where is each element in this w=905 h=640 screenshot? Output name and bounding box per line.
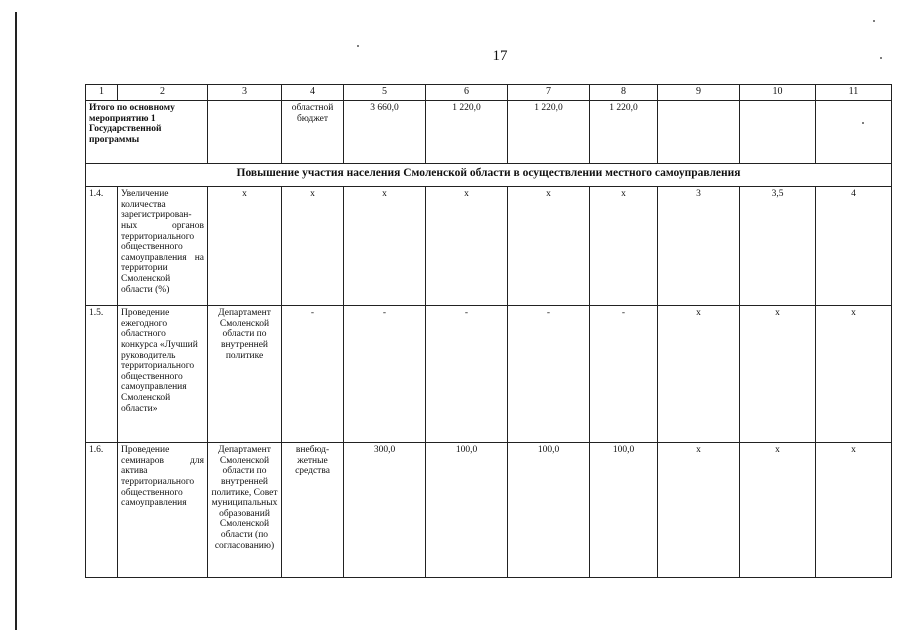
total-row	[86, 101, 892, 164]
row-name: Увеличение количества зарегистрирован-ных органов территориального общественного самоуправления на территории Смоленской области (%)	[118, 187, 208, 306]
total-executor-cell	[208, 101, 282, 164]
row-cell: х	[658, 443, 740, 578]
row-cell: х	[508, 187, 590, 306]
row-cell: 100,0	[426, 443, 508, 578]
row-name: Проведение ежегодного областного конкурса «Лучший руководитель территориального общественного самоуправления Смоленской области»	[118, 306, 208, 443]
row-number: 1.4.	[86, 187, 118, 306]
table-row	[86, 187, 892, 306]
row-name: Проведение семинаров для актива территориального общественного самоуправления	[118, 443, 208, 578]
row-cell: х	[740, 443, 816, 578]
header-cell: 6	[426, 85, 508, 101]
row-cell: х	[816, 306, 892, 443]
header-cell: 3	[208, 85, 282, 101]
page-number: 17	[492, 48, 508, 64]
row-cell: -	[426, 306, 508, 443]
header-cell: 4	[282, 85, 344, 101]
row-cell: х	[590, 187, 658, 306]
scan-speck	[357, 45, 359, 47]
section-title: Повышение участия населения Смоленской области в осуществлении местного самоуправления	[86, 164, 892, 187]
scan-speck	[880, 57, 882, 59]
row-cell: 100,0	[590, 443, 658, 578]
table-row	[86, 306, 892, 443]
header-cell: 9	[658, 85, 740, 101]
header-cell: 5	[344, 85, 426, 101]
total-col8: 1 220,0	[590, 101, 658, 164]
header-cell: 10	[740, 85, 816, 101]
program-table	[85, 84, 892, 578]
row-cell: х	[658, 306, 740, 443]
total-col6: 1 220,0	[426, 101, 508, 164]
row-cell: х	[426, 187, 508, 306]
row-cell: х	[282, 187, 344, 306]
row-executor: Департамент Смоленской области по внутренней политике	[208, 306, 282, 443]
row-cell: 3,5	[740, 187, 816, 306]
total-col11	[816, 101, 892, 164]
total-col10	[740, 101, 816, 164]
section-row	[86, 164, 892, 187]
row-cell: -	[590, 306, 658, 443]
row-cell: х	[816, 443, 892, 578]
total-col5: 3 660,0	[344, 101, 426, 164]
header-cell: 1	[86, 85, 118, 101]
table-row	[86, 443, 892, 578]
row-cell: х	[208, 187, 282, 306]
row-cell: -	[282, 306, 344, 443]
total-col9	[658, 101, 740, 164]
header-cell: 11	[816, 85, 892, 101]
total-funding-source: областной бюджет	[282, 101, 344, 164]
scan-speck	[873, 20, 875, 22]
row-cell: -	[508, 306, 590, 443]
row-cell: 300,0	[344, 443, 426, 578]
left-margin-rule	[15, 12, 17, 630]
total-col7: 1 220,0	[508, 101, 590, 164]
total-label: Итого по основному мероприятию 1 Государственной программы	[86, 101, 208, 164]
row-cell: х	[344, 187, 426, 306]
row-cell: 100,0	[508, 443, 590, 578]
row-cell: 3	[658, 187, 740, 306]
row-cell: -	[344, 306, 426, 443]
row-number: 1.6.	[86, 443, 118, 578]
column-number-row	[86, 85, 892, 101]
row-executor: Департамент Смоленской области по внутренней политике, Совет муниципальных образований Смоленской области (по согласованию)	[208, 443, 282, 578]
row-cell: 4	[816, 187, 892, 306]
header-cell: 8	[590, 85, 658, 101]
row-cell: х	[740, 306, 816, 443]
header-cell: 2	[118, 85, 208, 101]
row-funding-source: внебюд-жетные средства	[282, 443, 344, 578]
row-number: 1.5.	[86, 306, 118, 443]
header-cell: 7	[508, 85, 590, 101]
